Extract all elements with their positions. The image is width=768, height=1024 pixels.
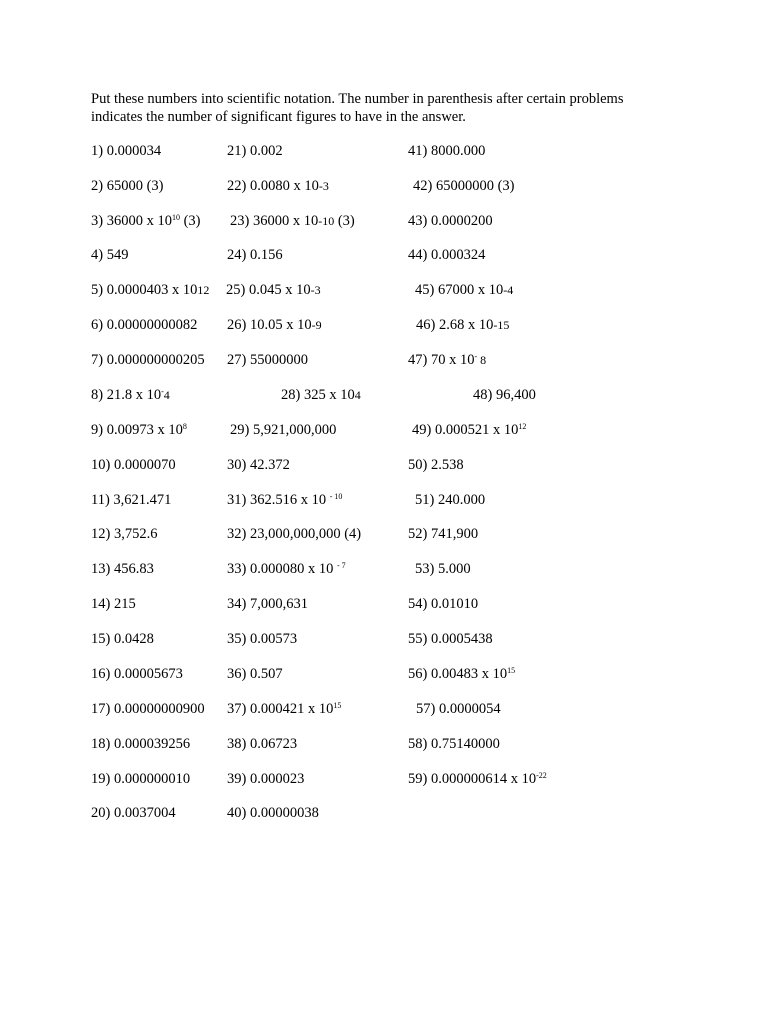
problem-22: 22) 0.0080 x 10-3 xyxy=(227,178,329,194)
problem-59: 59) 0.000000614 x $10^{-22}$ xyxy=(408,771,547,787)
problem-23: 23) 36000 x 10-10 (3) xyxy=(230,213,355,229)
problem-35: 35) 0.00573 xyxy=(227,631,298,647)
problem-41: 41) 8000.000 xyxy=(408,143,486,159)
problem-21: 21) 0.002 xyxy=(227,143,283,159)
problem-56: 56) 0.00483 x $10^{15}$ xyxy=(408,666,516,682)
problem-49: 49) 0.000521 x $10^{12}$ xyxy=(412,422,527,438)
problem-3: 3) 36000 x $10^{10}$ (3) xyxy=(91,213,201,229)
problem-42: 42) 65000000 (3) xyxy=(413,178,515,194)
problem-33: 33) 0.000080 x 10 $^{- 7}$ xyxy=(227,561,346,577)
instructions-line-1: Put these numbers into scientific notation. The number in parenthesis after certain problems xyxy=(91,91,624,107)
problem-54: 54) 0.01010 xyxy=(408,596,479,612)
problem-34: 34) 7,000,631 xyxy=(227,596,308,612)
problem-27: 27) 55000000 xyxy=(227,352,308,368)
problem-11: 11) 3,621.471 xyxy=(91,492,172,508)
problem-29: 29) 5,921,000,000 xyxy=(230,422,337,438)
problem-44: 44) 0.000324 xyxy=(408,247,486,263)
problem-51: 51) 240.000 xyxy=(415,492,486,508)
problem-45: 45) 67000 x 10-4 xyxy=(415,282,514,298)
problem-30: 30) 42.372 xyxy=(227,457,290,473)
instructions xyxy=(91,90,691,126)
problem-9: 9) 0.00973 x $10^8$ xyxy=(91,422,187,438)
problem-57: 57) 0.0000054 xyxy=(416,701,501,717)
problem-8: 8) 21.8 x 10-4 xyxy=(91,387,170,403)
problem-2: 2) 65000 (3) xyxy=(91,178,164,194)
problem-5: 5) 0.0000403 x 1012 xyxy=(91,282,210,298)
problem-46: 46) 2.68 x 10-15 xyxy=(416,317,510,333)
problem-4: 4) 549 xyxy=(91,247,129,263)
problem-6: 6) 0.00000000082 xyxy=(91,317,198,333)
problem-43: 43) 0.0000200 xyxy=(408,213,493,229)
problem-52: 52) 741,900 xyxy=(408,526,479,542)
problem-20: 20) 0.0037004 xyxy=(91,805,176,821)
problem-26: 26) 10.05 x 10-9 xyxy=(227,317,322,333)
problem-55: 55) 0.0005438 xyxy=(408,631,493,647)
instructions-line-2: indicates the number of significant figures to have in the answer. xyxy=(91,109,466,125)
problem-12: 12) 3,752.6 xyxy=(91,526,158,542)
problem-7: 7) 0.000000000205 xyxy=(91,352,205,368)
problem-17: 17) 0.00000000900 xyxy=(91,701,205,717)
problem-16: 16) 0.00005673 xyxy=(91,666,183,682)
problem-37: 37) 0.000421 x $10^{15}$ xyxy=(227,701,342,717)
problem-47: 47) 70 x 10- 8 xyxy=(408,352,487,368)
problem-13: 13) 456.83 xyxy=(91,561,154,577)
problem-28: 28) 325 x 104 xyxy=(281,387,361,403)
problem-24: 24) 0.156 xyxy=(227,247,283,263)
problem-36: 36) 0.507 xyxy=(227,666,283,682)
problem-58: 58) 0.75140000 xyxy=(408,736,500,752)
problem-40: 40) 0.00000038 xyxy=(227,805,319,821)
problem-25: 25) 0.045 x 10-3 xyxy=(226,282,321,298)
problem-32: 32) 23,000,000,000 (4) xyxy=(227,526,362,542)
problem-1: 1) 0.000034 xyxy=(91,143,162,159)
problem-14: 14) 215 xyxy=(91,596,136,612)
problem-50: 50) 2.538 xyxy=(408,457,464,473)
problem-18: 18) 0.000039256 xyxy=(91,736,191,752)
problem-19: 19) 0.000000010 xyxy=(91,771,191,787)
problem-31: 31) 362.516 x 10 $^{- 10}$ xyxy=(227,492,343,508)
problem-39: 39) 0.000023 xyxy=(227,771,305,787)
problem-53: 53) 5.000 xyxy=(415,561,471,577)
problem-48: 48) 96,400 xyxy=(473,387,536,403)
problem-15: 15) 0.0428 xyxy=(91,631,154,647)
problem-10: 10) 0.0000070 xyxy=(91,457,176,473)
problem-38: 38) 0.06723 xyxy=(227,736,298,752)
